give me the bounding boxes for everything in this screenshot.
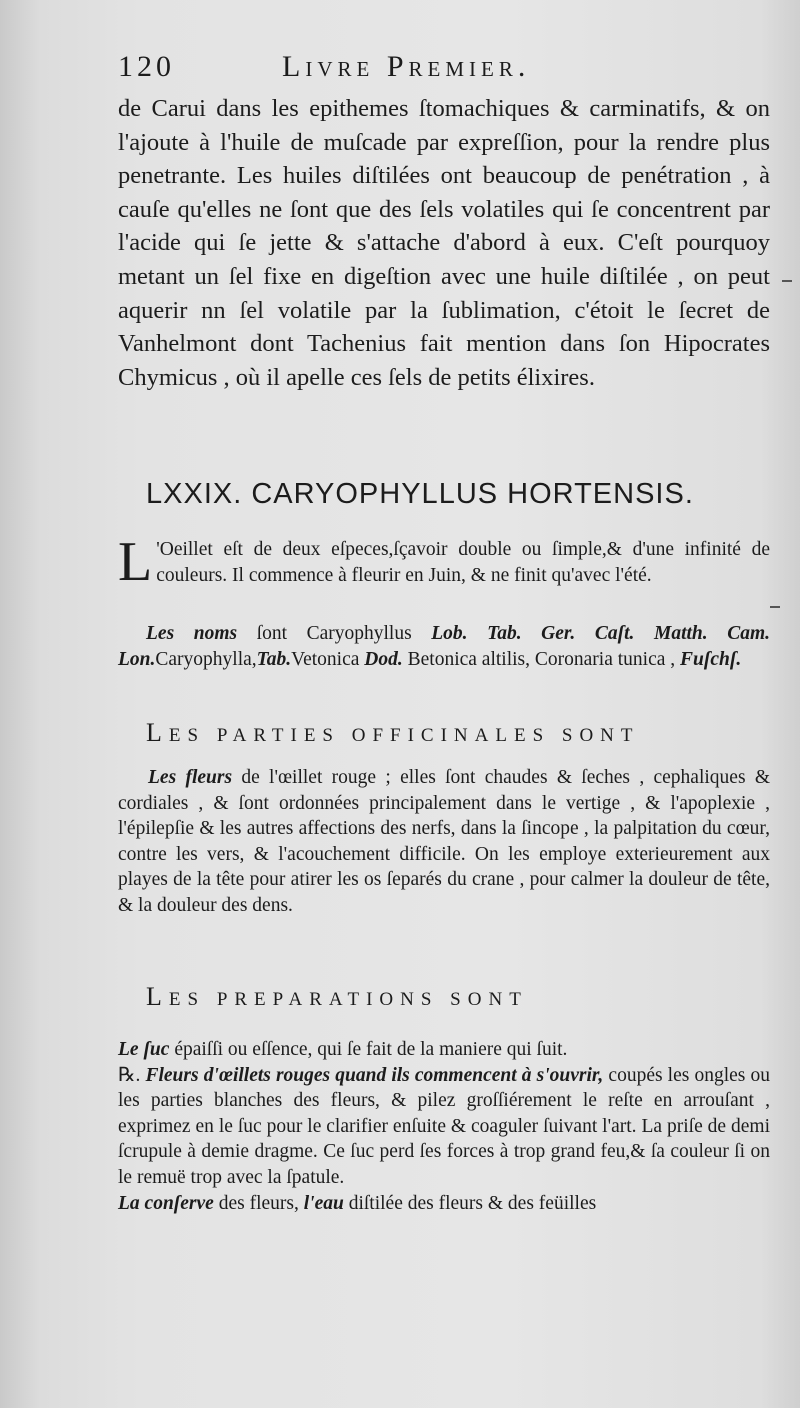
names-paragraph: [118, 621, 770, 673]
continuation-paragraph: de Carui dans les epithemes ſtomachiques & carminatifs, & on l'ajoute à l'huile de muſcade par expreſſion, pour la rendre plus penetrante. Les huiles diſtilées ont beaucoup de penétration , à cauſe qu'elles ne ſont que des ſels volatiles qui ſe concentrent par l'acide qui ſe jette & s'attache d'abord à eux. C'eſt pourquoy metant un ſel fixe en digeſtion avec une huile diſtilée , on peut aquerir nn ſel volatile par la ſublimation, c'étoit le ſecret de Vanhelmont dont Tachenius fait mention dans ſon Hipocrates Chymicus , où il apelle ces ſels de petits élixires.: [118, 95, 770, 391]
section-heading-cap: L: [146, 718, 169, 747]
preparations-paragraph: [118, 1037, 770, 1216]
suc-lead: Le ſuc: [118, 1039, 170, 1060]
names-text: ſont Caryophyllus: [237, 623, 432, 644]
running-title: Livre Premier.: [282, 50, 531, 83]
names-text: Caryophylla,: [155, 649, 257, 670]
section-heading-parties: [146, 718, 766, 748]
section-heading-cap: L: [146, 982, 169, 1011]
names-text: Vetonica: [291, 649, 365, 670]
conserve-line: [118, 1191, 770, 1217]
margin-mark: [770, 606, 780, 608]
section-heading-text: ES PARTIES OFFICINALES SONT: [168, 725, 640, 746]
recipe-text: coupés les ongles ou les parties blanches des fleurs, & pilez groſſiérement le reſte en arrouſant , exprimez en le ſuc pour le clarifier enſuite & coaguler ſuivant l'art. La priſe de demi ſcrupule à demie dragme. Ce ſuc perd ſes forces à trop grand feu,& ſa couleur ſi on le remuë trop avec la ſpatule.: [118, 1064, 770, 1188]
drop-cap: L: [118, 531, 153, 593]
conserve-text: des fleurs,: [213, 1192, 304, 1214]
conserve-italic: l'eau: [303, 1192, 344, 1214]
recipe-italic: Fleurs d'œillets rouges quand ils commencent à s'ouvrir,: [140, 1064, 604, 1086]
section-heading-preparations: [146, 982, 766, 1012]
conserve-lead: La conſerve: [118, 1192, 214, 1214]
intro-paragraph: [118, 531, 770, 593]
margin-mark: [782, 280, 792, 282]
chapter-title: LXXIX. CARYOPHYLLUS HORTENSIS.: [146, 478, 694, 510]
names-lead: Les noms: [146, 623, 238, 644]
flowers-paragraph: [118, 765, 770, 919]
names-ref: Fuſchſ.: [680, 649, 742, 670]
suc-text: épaiſſi ou eſſence, qui ſe fait de la maniere qui ſuit.: [169, 1039, 568, 1060]
recipe-line: [118, 1063, 770, 1191]
names-ref: Tab.: [256, 649, 292, 670]
section-heading-text: ES PREPARATIONS SONT: [168, 989, 528, 1010]
names-ref: Dod.: [364, 649, 403, 670]
suc-line: [118, 1037, 770, 1063]
running-header: [118, 50, 638, 90]
conserve-text: diſtilée des fleurs & des feüilles: [343, 1192, 597, 1214]
flowers-text: de l'œillet rouge ; elles ſont chaudes & ſeches , cephaliques & cordiales , & ſont ordonnées principalement dans le vertige , & l'apoplexie , l'épilepſie & les autres affections des nerfs, dans la ſincope , la palpitation du cœur, contre les vers, & l'acouchement difficile. On les employe exterieurement aux playes de la tête pour atirer les os ſeparés du crane , pour calmer la douleur de tête, & la douleur des dens.: [118, 767, 770, 916]
names-text: Betonica altilis, Coronaria tunica ,: [402, 649, 681, 670]
flowers-lead: Les fleurs: [148, 767, 233, 788]
recipe-symbol: ℞.: [118, 1064, 141, 1086]
names-ref: Lob. Tab. Ger. Caſt. Matth. Cam. Lon.: [118, 623, 770, 670]
page-number: 120: [118, 50, 175, 83]
intro-text: 'Oeillet eſt de deux eſpeces,ſçavoir double ou ſimple,& d'une infinité de couleurs. Il commence à fleurir en Juin, & ne finit qu'avec l'été.: [156, 539, 770, 586]
